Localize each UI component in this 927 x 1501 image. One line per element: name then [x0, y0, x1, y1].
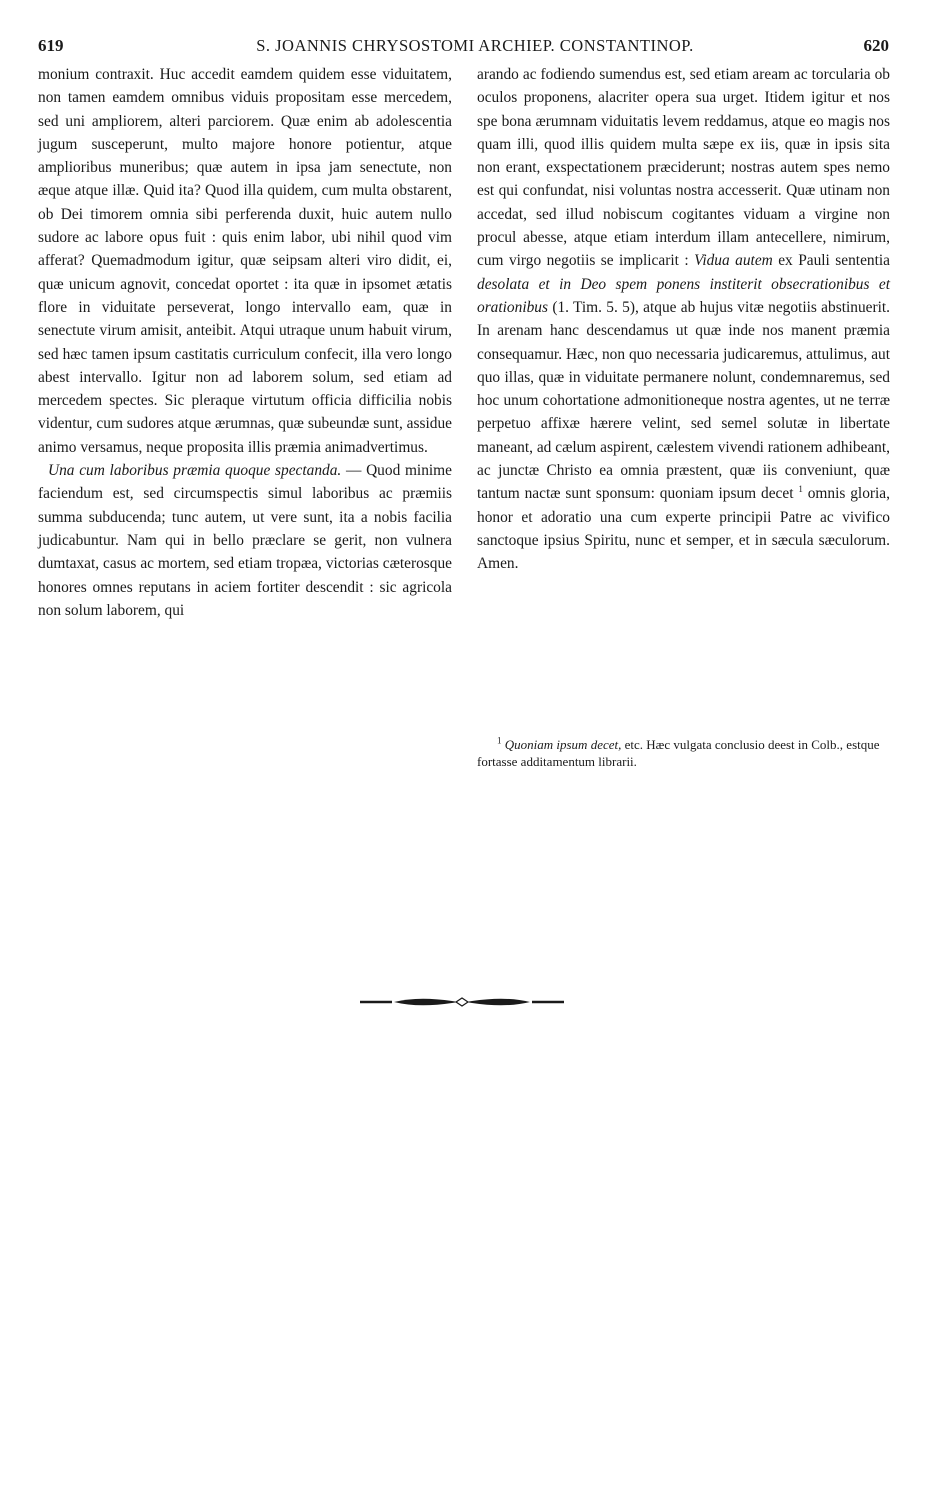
left-column — [38, 63, 452, 622]
running-title: S. JOANNIS CHRYSOSTOMI ARCHIEP. CONSTANTINOP. — [256, 36, 694, 55]
paragraph — [477, 63, 890, 576]
section-heading: Una cum laboribus præmia quoque spectanda. — [48, 462, 342, 480]
footnote-text: etc. Hæc vulgata conclusio deest in Colb., estque fortasse additamentum librarii. — [477, 737, 880, 769]
footnote-number: 1 — [497, 735, 502, 746]
scripture-quote: desolata et in Deo spem ponens institerit obsecrationibus et orationibus — [477, 275, 890, 316]
paragraph-text: Quod minime faciendum est, sed circumspectis simul laboribus ac præmiis summa subducenda; tunc autem, ut vere sunt, ita a nobis facilia judicabuntur. Nam qui in bello præclare se gerit, non vulnera dumtaxat, casus ac mortem, sed etiam tropæa, victorias cæterosque honores omnes reputans in aciem fortiter descendit : sic agricola non solum laborem, qui — [38, 462, 452, 619]
section-paragraph — [38, 459, 452, 622]
paragraph-text: ex Pauli sententia — [778, 252, 890, 270]
paragraph: monium contraxit. Huc accedit eamdem quidem esse viduitatem, non tamen eamdem omnibus viduis propositam esse mercedem, sed uni ampliorem, alteri parciorem. Quæ enim ab adolescentia jugum susceperunt, multo majore honore potientur, atque amplioribus muneribus; quæ autem in ipsa jam senectute, non æque atque illæ. Quid ita? Quod illa quidem, cum multa obstarent, ob Dei timorem omnia sibi perferenda duxit, huic autem nullo sudore ac labore opus fuit : quis enim labor, ubi nihil quod vim afferat? Quemadmodum igitur, quæ seipsam alteri viro didit, ei, quæ unicum agnovit, concedat oportet : ita quæ in ipsomet ætatis flore in viduitate perseverat, longo intervallo eam, quæ in senectute virum amisit, anteibit. Atqui utraque unum habuit virum, sed hæc tamen ipsum castitatis curriculum confecit, illa vero longo abest intervallo. Igitur non ad laborem solum, sed etiam ad mercedem spectes. Sic pleraque virtutum officia difficilia nobis videntur, cum sudores atque ærumnas, quæ subeundæ sunt, assidue animo versamus, neque proposita illis præmia animadvertimus. — [38, 66, 452, 456]
footnote-marker: 1 — [798, 484, 803, 495]
footnote-quote: Quoniam ipsum decet, — [504, 737, 622, 752]
scripture-quote: Vidua autem — [694, 252, 773, 270]
scripture-reference: (1. Tim. 5. 5), — [552, 298, 639, 316]
right-column — [477, 63, 890, 576]
page-number-left: 619 — [38, 36, 64, 55]
running-header — [0, 36, 927, 60]
footnote — [477, 736, 890, 770]
page-number-right: 620 — [863, 36, 889, 55]
paragraph-text: omnis gloria, honor et adoratio una cum experte principii Patre ac vivifico sanctoque ipsius Spiritu, nunc et semper, et in sæcula sæculorum. Amen. — [477, 485, 890, 573]
heading-dash: — — [341, 462, 367, 480]
tailpiece-ornament-icon — [360, 992, 564, 1012]
paragraph-text: arando ac fodiendo sumendus est, sed etiam aream ac torcularia ob oculos proponens, alacriter opera sua urget. Itidem igitur et nos spe bona ærumnam viduitatis levem reddamus, atque eo magis nos quam illi, quod illis quidem multa sæpe ex iis, quæ in ipsis sita non erant, exspectationem præciderunt; nostras autem spes nemo est qui confundat, nisi voluntas nostra accesserit. Quæ utinam non accedat, sed illud nobiscum cogitantes viduam a virgine non procul abesse, atque etiam interdum illam antecellere, nimirum, cum virgo negotiis se implicarit : — [477, 66, 890, 270]
paragraph-text: atque ab hujus vitæ negotiis abstinuerit. In arenam hanc descendamus ut quæ inde nos manent præmia consequamur. Hæc, non quo necessaria judicaremus, attulimus, aut quo illas, quæ in viduitate permanere nolunt, condemnaremus, sed hoc unum cohortatione admonitioneque nostra agentes, ut ne terræ perpetuo affixæ hærere velint, sed semel solutæ in libertate maneant, ad cælum aspirent, cælestem vivendi rationem adhibeant, ac junctæ Christo ea omnia præstent, quæ iis conveniunt, quæ tantum nactæ sunt sponsum: quoniam ipsum decet — [477, 298, 890, 503]
